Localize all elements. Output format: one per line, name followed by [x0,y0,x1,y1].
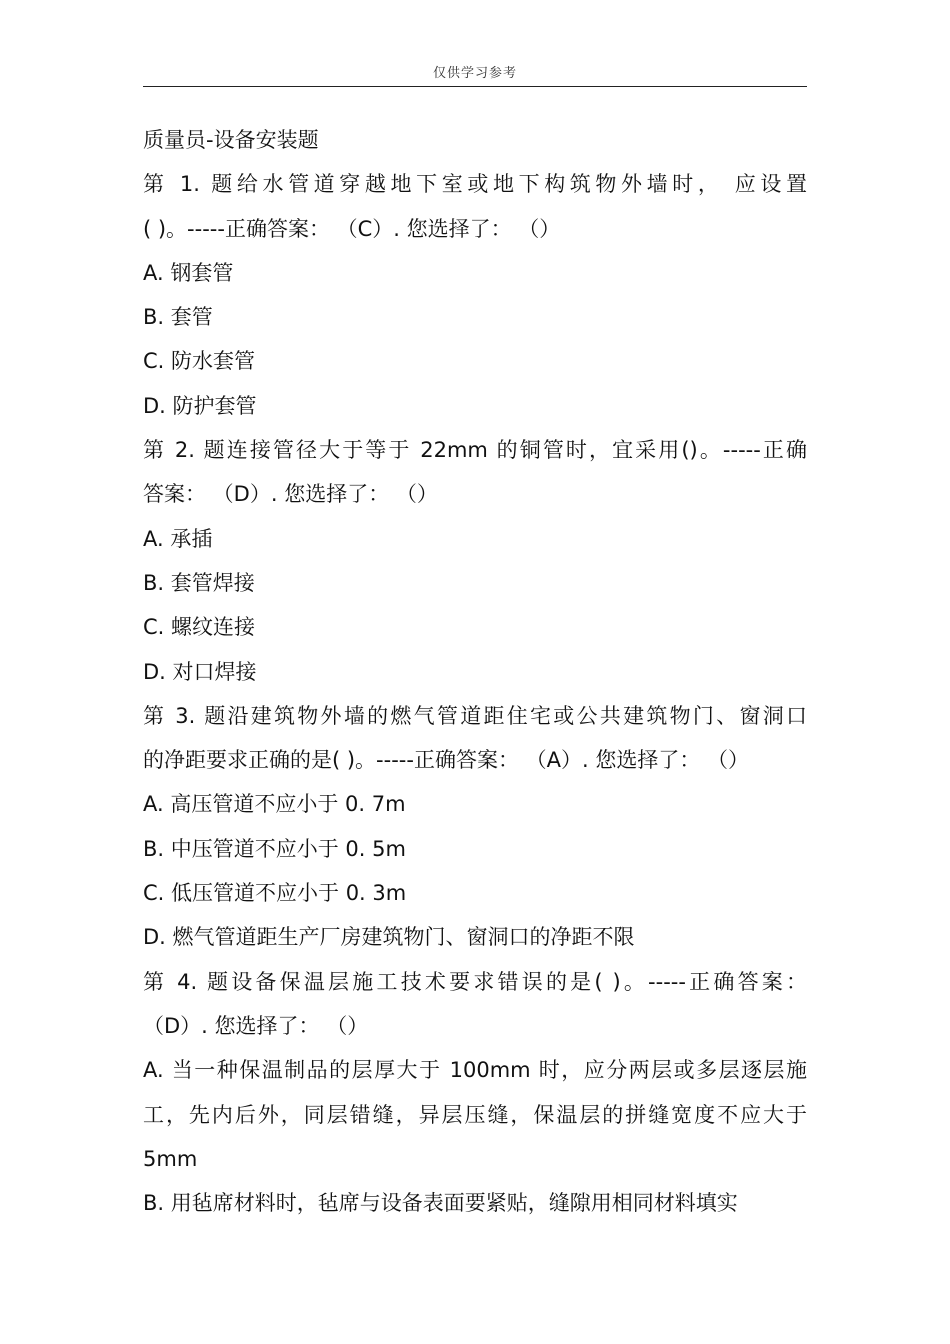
question-3-option-a: A. 高压管道不应小于 0. 7m [143,792,406,817]
question-1-option-b: B. 套管 [143,305,213,330]
question-2-option-c: C. 螺纹连接 [143,615,256,640]
question-1-stem-line-2: ( )。-----正确答案： （C）. 您选择了： （） [143,216,561,241]
question-1-stem-line-1: 第 1. 题给水管道穿越地下室或地下构筑物外墙时， 应设置 [143,172,807,197]
question-1-option-c: C. 防水套管 [143,349,256,374]
question-3-stem-line-2: 的净距要求正确的是( )。-----正确答案： （A）. 您选择了： （） [143,748,750,773]
question-2-option-d: D. 对口焊接 [143,659,257,684]
question-3-option-c: C. 低压管道不应小于 0. 3m [143,881,407,906]
question-1-option-d: D. 防护套管 [143,393,257,418]
question-1-option-a: A. 钢套管 [143,260,234,285]
question-3-option-b: B. 中压管道不应小于 0. 5m [143,836,406,861]
question-4-option-a-line-3: 5mm [143,1146,198,1171]
header-text: 仅供学习参考 [432,66,517,81]
question-4-option-a-line-2: 工，先内后外，同层错缝，异层压缝，保温层的拼缝宽度不应大于 [143,1102,807,1127]
question-2-stem-line-1: 第 2. 题连接管径大于等于 22mm 的铜管时，宜采用()。-----正确 [143,438,807,463]
question-4-stem-line-2: （D）. 您选择了： （） [143,1013,369,1038]
page-header [143,62,807,87]
question-3-stem-line-1: 第 3. 题沿建筑物外墙的燃气管道距住宅或公共建筑物门、窗洞口 [143,703,807,728]
question-2-option-b: B. 套管焊接 [143,570,255,595]
question-2-option-a: A. 承插 [143,526,213,551]
question-3-option-d: D. 燃气管道距生产厂房建筑物门、窗洞口的净距不限 [143,925,635,950]
document-title: 质量员-设备安装题 [143,128,319,152]
question-2-stem-line-2: 答案： （D）. 您选择了： （） [143,482,438,507]
question-4-option-b: B. 用毡席材料时，毡席与设备表面要紧贴，缝隙用相同材料填实 [143,1191,738,1216]
document-body [143,118,807,1225]
question-4-stem-line-1: 第 4. 题设备保温层施工技术要求错误的是( )。-----正确答案： [143,969,807,994]
question-4-option-a-line-1: A. 当一种保温制品的层厚大于 100mm 时，应分两层或多层逐层施 [143,1058,807,1083]
